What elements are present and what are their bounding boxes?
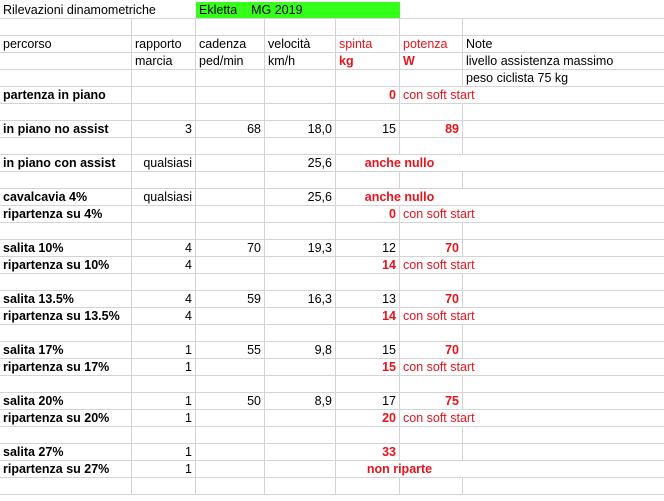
title-cell[interactable]: Rilevazioni dinamometriche [3,3,156,17]
empty-cell[interactable] [265,223,336,239]
empty-cell[interactable] [0,478,132,494]
empty-cell[interactable] [265,410,336,426]
spinta-value[interactable]: 0 [336,87,400,103]
spinta-note[interactable]: anche nullo [364,190,435,204]
empty-cell[interactable] [265,461,336,477]
spinta-value[interactable]: 33 [336,444,400,460]
empty-cell[interactable] [132,376,196,392]
empty-cell[interactable] [463,155,664,171]
header-spinta[interactable]: spinta [336,36,400,52]
empty-cell[interactable] [336,376,400,392]
sheet-row [0,172,664,189]
empty-cell[interactable] [265,427,336,443]
sheet-row [0,138,664,155]
empty-cell[interactable] [400,427,463,443]
row-label[interactable]: salita 27% [0,444,132,460]
rapporto-value[interactable]: 1 [132,359,196,375]
empty-cell[interactable] [0,138,132,154]
empty-cell[interactable] [132,172,196,188]
empty-cell[interactable] [196,206,265,222]
empty-cell[interactable] [0,376,132,392]
table-row [0,155,664,172]
empty-cell[interactable] [463,478,664,494]
rapporto-value[interactable]: 1 [132,393,196,409]
empty-cell[interactable] [463,257,664,273]
empty-cell[interactable] [196,308,265,324]
empty-cell[interactable] [196,155,265,171]
spinta-value[interactable]: 15 [336,359,400,375]
potenza-value[interactable]: 70 [400,240,463,256]
table-row [0,240,664,257]
empty-cell[interactable] [132,206,196,222]
empty-cell[interactable] [400,70,463,86]
empty-cell[interactable] [196,274,265,290]
empty-cell[interactable] [463,427,664,443]
rapporto-value[interactable]: 4 [132,308,196,324]
header-velocita[interactable]: velocità [265,36,336,52]
empty-cell[interactable] [132,104,196,120]
spinta-value[interactable]: 14 [336,308,400,324]
empty-cell[interactable] [463,325,664,341]
spinta-value[interactable]: 20 [336,410,400,426]
empty-cell[interactable] [132,138,196,154]
empty-cell[interactable] [336,138,400,154]
velocita-value[interactable]: 16,3 [265,291,336,307]
cadenza-value[interactable]: 70 [196,240,265,256]
empty-cell[interactable] [132,427,196,443]
empty-cell[interactable] [400,478,463,494]
empty-cell[interactable] [0,19,132,35]
empty-cell[interactable] [463,308,664,324]
row-label[interactable]: salita 13.5% [0,291,132,307]
empty-cell[interactable] [132,19,196,35]
empty-cell[interactable] [196,461,265,477]
table-row [0,291,664,308]
empty-cell[interactable] [463,138,664,154]
empty-cell[interactable] [463,189,664,205]
empty-cell[interactable] [463,274,664,290]
note-value[interactable]: con soft start [403,411,475,425]
empty-cell[interactable] [336,478,400,494]
empty-cell[interactable] [132,87,196,103]
empty-cell[interactable] [196,223,265,239]
rapporto-value[interactable]: 1 [132,444,196,460]
velocita-value[interactable]: 25,6 [265,189,336,205]
unit-kg[interactable]: kg [336,53,400,69]
empty-cell[interactable] [400,376,463,392]
unit-kmh[interactable]: km/h [265,53,336,69]
unit-ped-min[interactable]: ped/min [196,53,265,69]
empty-cell[interactable] [196,325,265,341]
note-value[interactable]: con soft start [403,207,475,221]
empty-cell[interactable] [400,325,463,341]
unit-w[interactable]: W [400,53,463,69]
empty-cell[interactable] [265,257,336,273]
empty-cell[interactable] [265,359,336,375]
empty-cell[interactable] [336,70,400,86]
empty-cell[interactable] [463,206,664,222]
empty-cell[interactable] [400,19,463,35]
table-row [0,257,664,274]
empty-cell[interactable] [196,172,265,188]
empty-cell[interactable] [196,87,265,103]
table-row [0,444,664,461]
empty-cell[interactable] [0,427,132,443]
velocita-value[interactable]: 9,8 [265,342,336,358]
empty-cell[interactable] [463,393,664,409]
spinta-note[interactable]: anche nullo [364,156,435,170]
empty-cell[interactable] [0,104,132,120]
empty-cell[interactable] [196,104,265,120]
table-row [0,410,664,427]
empty-cell[interactable] [196,19,265,35]
spinta-value[interactable]: 15 [336,342,400,358]
table-row [0,87,664,104]
potenza-value[interactable]: 70 [400,291,463,307]
empty-cell[interactable] [463,376,664,392]
potenza-value[interactable]: 89 [400,121,463,137]
units-row [0,53,664,70]
potenza-value[interactable]: 70 [400,342,463,358]
table-row [0,121,664,138]
note-value[interactable]: con soft start [403,309,475,323]
empty-cell[interactable] [0,223,132,239]
row-label[interactable]: salita 17% [0,342,132,358]
table-row [0,461,664,478]
note-assistenza[interactable]: livello assistenza massimo [466,54,614,68]
empty-cell[interactable] [0,325,132,341]
row-label[interactable]: ripartenza su 13.5% [0,308,132,324]
row-label[interactable]: ripartenza su 10% [0,257,132,273]
row-label[interactable]: in piano no assist [0,121,132,137]
empty-cell[interactable] [196,444,265,460]
sheet-row [0,274,664,291]
row-label[interactable]: in piano con assist [0,155,132,171]
version-label: MG 2019 [251,3,303,17]
row-label[interactable]: ripartenza su 4% [0,206,132,222]
note-value[interactable]: con soft start [403,88,475,102]
empty-cell[interactable] [463,461,664,477]
empty-cell[interactable] [336,104,400,120]
empty-cell[interactable] [0,172,132,188]
row-label[interactable]: cavalcavia 4% [0,189,132,205]
row-label[interactable]: salita 10% [0,240,132,256]
empty-cell[interactable] [265,70,336,86]
empty-cell[interactable] [400,444,463,460]
empty-cell[interactable] [132,70,196,86]
empty-cell[interactable] [265,19,336,35]
empty-cell[interactable] [265,206,336,222]
empty-cell[interactable] [336,325,400,341]
empty-cell[interactable] [0,53,132,69]
rapporto-value[interactable]: 4 [132,240,196,256]
empty-cell[interactable] [196,359,265,375]
sheet-row [0,19,664,36]
empty-cell[interactable] [265,325,336,341]
sheet-row [0,427,664,444]
empty-cell[interactable] [0,70,132,86]
row-label[interactable]: salita 20% [0,393,132,409]
rapporto-value[interactable]: 4 [132,257,196,273]
empty-cell[interactable] [265,274,336,290]
spinta-value[interactable]: 15 [336,121,400,137]
table-row [0,189,664,206]
table-row [0,206,664,223]
spinta-value[interactable]: 0 [336,206,400,222]
row-label[interactable]: ripartenza su 17% [0,359,132,375]
sheet-row [0,223,664,240]
rapporto-value[interactable]: 4 [132,291,196,307]
spinta-value[interactable]: 14 [336,257,400,273]
sheet-row [0,2,664,19]
empty-cell[interactable] [400,138,463,154]
sheet-row [0,325,664,342]
table-row [0,308,664,325]
empty-cell[interactable] [463,342,664,358]
empty-cell[interactable] [196,410,265,426]
sheet-row [0,104,664,121]
velocita-value[interactable]: 25,6 [265,155,336,171]
header-cadenza[interactable]: cadenza [196,36,265,52]
empty-cell[interactable] [196,189,265,205]
velocita-value[interactable]: 18,0 [265,121,336,137]
velocita-value[interactable]: 8,9 [265,393,336,409]
empty-cell[interactable] [336,427,400,443]
note-value[interactable]: con soft start [403,258,475,272]
empty-cell[interactable] [265,308,336,324]
empty-cell[interactable] [265,478,336,494]
empty-cell[interactable] [463,444,664,460]
empty-cell[interactable] [0,274,132,290]
table-row [0,393,664,410]
empty-cell[interactable] [463,410,664,426]
row-label[interactable]: ripartenza su 20% [0,410,132,426]
sheet-row [0,478,664,495]
empty-cell[interactable] [132,325,196,341]
row-label[interactable]: ripartenza su 27% [0,461,132,477]
empty-cell[interactable] [265,444,336,460]
cadenza-value[interactable]: 55 [196,342,265,358]
table-row [0,359,664,376]
row-label[interactable]: partenza in piano [0,87,132,103]
empty-cell[interactable] [196,257,265,273]
empty-cell[interactable] [463,359,664,375]
cadenza-value[interactable]: 50 [196,393,265,409]
empty-cell[interactable] [463,104,664,120]
empty-cell[interactable] [400,274,463,290]
table-row [0,342,664,359]
empty-cell[interactable] [463,87,664,103]
rapporto-value[interactable]: 1 [132,461,196,477]
spinta-note[interactable]: non riparte [366,462,433,476]
unit-marcia[interactable]: marcia [132,53,196,69]
spinta-value[interactable]: 13 [336,291,400,307]
empty-cell[interactable] [265,138,336,154]
header-note[interactable]: Note [466,37,493,51]
model-label: Ekletta [199,3,238,17]
empty-cell[interactable] [265,376,336,392]
empty-cell[interactable] [196,427,265,443]
header-rapporto[interactable]: rapporto [132,36,196,52]
note-value[interactable]: con soft start [403,360,475,374]
velocita-value[interactable]: 19,3 [265,240,336,256]
spinta-value[interactable]: 12 [336,240,400,256]
sheet-row [0,376,664,393]
spinta-value[interactable]: 17 [336,393,400,409]
note-peso[interactable]: peso ciclista 75 kg [466,71,569,85]
empty-cell[interactable] [196,478,265,494]
empty-cell[interactable] [196,138,265,154]
empty-cell[interactable] [463,121,664,137]
empty-cell[interactable] [336,274,400,290]
empty-cell[interactable] [132,478,196,494]
cadenza-value[interactable]: 59 [196,291,265,307]
rapporto-value[interactable]: 1 [132,342,196,358]
model-highlight-cell[interactable] [196,2,400,18]
empty-cell[interactable] [400,104,463,120]
empty-cell[interactable] [400,172,463,188]
empty-cell[interactable] [196,70,265,86]
empty-cell[interactable] [463,240,664,256]
header-percorso[interactable]: percorso [0,36,132,52]
empty-cell[interactable] [132,223,196,239]
cadenza-value[interactable]: 68 [196,121,265,137]
rapporto-value[interactable]: 1 [132,410,196,426]
empty-cell[interactable] [265,172,336,188]
empty-cell[interactable] [336,172,400,188]
empty-cell[interactable] [265,104,336,120]
empty-cell[interactable] [196,376,265,392]
empty-cell[interactable] [336,223,400,239]
empty-cell[interactable] [265,87,336,103]
header-potenza[interactable]: potenza [400,36,463,52]
sheet-row [0,70,664,87]
empty-cell[interactable] [463,223,664,239]
empty-cell[interactable] [336,19,400,35]
rapporto-value[interactable]: qualsiasi [132,189,196,205]
empty-cell[interactable] [463,19,664,35]
empty-cell[interactable] [400,223,463,239]
potenza-value[interactable]: 75 [400,393,463,409]
empty-cell[interactable] [463,172,664,188]
rapporto-value[interactable]: 3 [132,121,196,137]
header-row [0,36,664,53]
empty-cell[interactable] [132,274,196,290]
rapporto-value[interactable]: qualsiasi [132,155,196,171]
empty-cell[interactable] [463,291,664,307]
